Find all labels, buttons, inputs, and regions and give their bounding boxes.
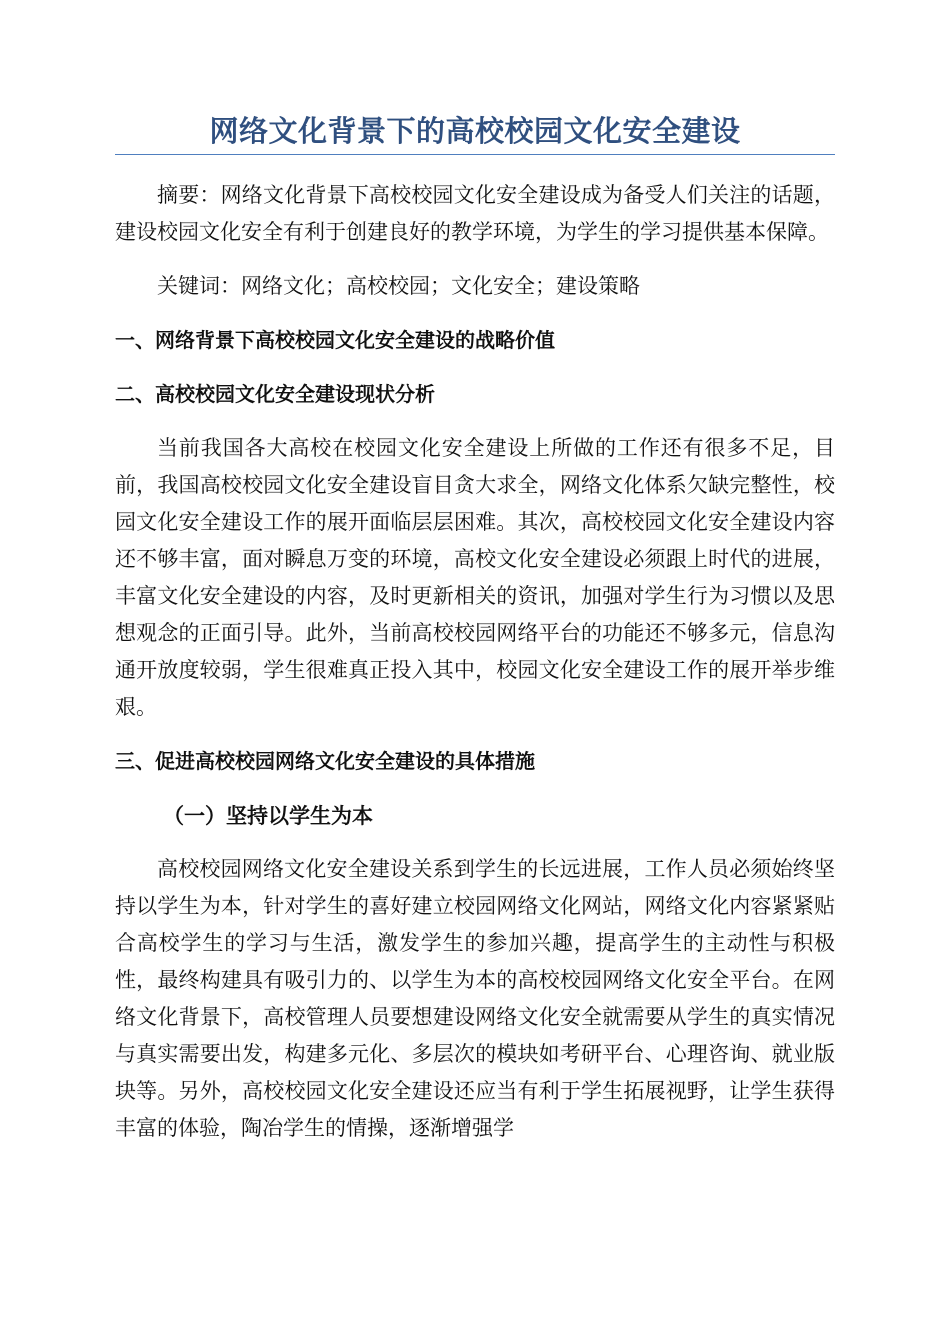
abstract-paragraph: 摘要：网络文化背景下高校校园文化安全建设成为备受人们关注的话题，建设校园文化安全有利于创建良好的教学环境，为学生的学习提供基本保障。 xyxy=(115,183,835,244)
section-3-heading: 三、促进高校校园网络文化安全建设的具体措施 xyxy=(115,749,535,773)
subsection-1-paragraph: 高校校园网络文化安全建设关系到学生的长远进展，工作人员必须始终坚持以学生为本，针对学生的喜好建立校园网络文化网站，网络文化内容紧紧贴合高校学生的学习与生活，激发学生的参加兴趣，提高学生的主动性与积极性，最终构建具有吸引力的、以学生为本的高校校园网络文化安全平台。在网络文化背景下，高校管理人员要想建设网络文化安全就需要从学生的真实情况与真实需要出发，构建多元化、多层次的模块如考研平台、心理咨询、就业版块等。另外，高校校园文化安全建设还应当有利于学生拓展视野，让学生获得丰富的体验，陶冶学生的情操，逐渐增强学 xyxy=(115,857,835,1140)
section-2-heading: 二、高校校园文化安全建设现状分析 xyxy=(115,382,435,406)
section-1-heading: 一、网络背景下高校校园文化安全建设的战略价值 xyxy=(115,328,555,352)
keywords-line: 关键词：网络文化；高校校园；文化安全；建设策略 xyxy=(157,274,640,298)
section-2-paragraph: 当前我国各大高校在校园文化安全建设上所做的工作还有很多不足，目前，我国高校校园文化安全建设盲目贪大求全，网络文化体系欠缺完整性，校园文化安全建设工作的展开面临层层困难。其次，高校校园文化安全建设内容还不够丰富，面对瞬息万变的环境，高校文化安全建设必须跟上时代的进展，丰富文化安全建设的内容，及时更新相关的资讯，加强对学生行为习惯以及思想观念的正面引导。此外，当前高校校园网络平台的功能还不够多元，信息沟通开放度较弱，学生很难真正投入其中，校园文化安全建设工作的展开举步维艰。 xyxy=(115,436,835,719)
document-content xyxy=(115,112,835,1147)
subsection-1-heading: （一）坚持以学生为本 xyxy=(163,803,373,828)
document-title: 网络文化背景下的高校校园文化安全建设 xyxy=(115,112,835,155)
